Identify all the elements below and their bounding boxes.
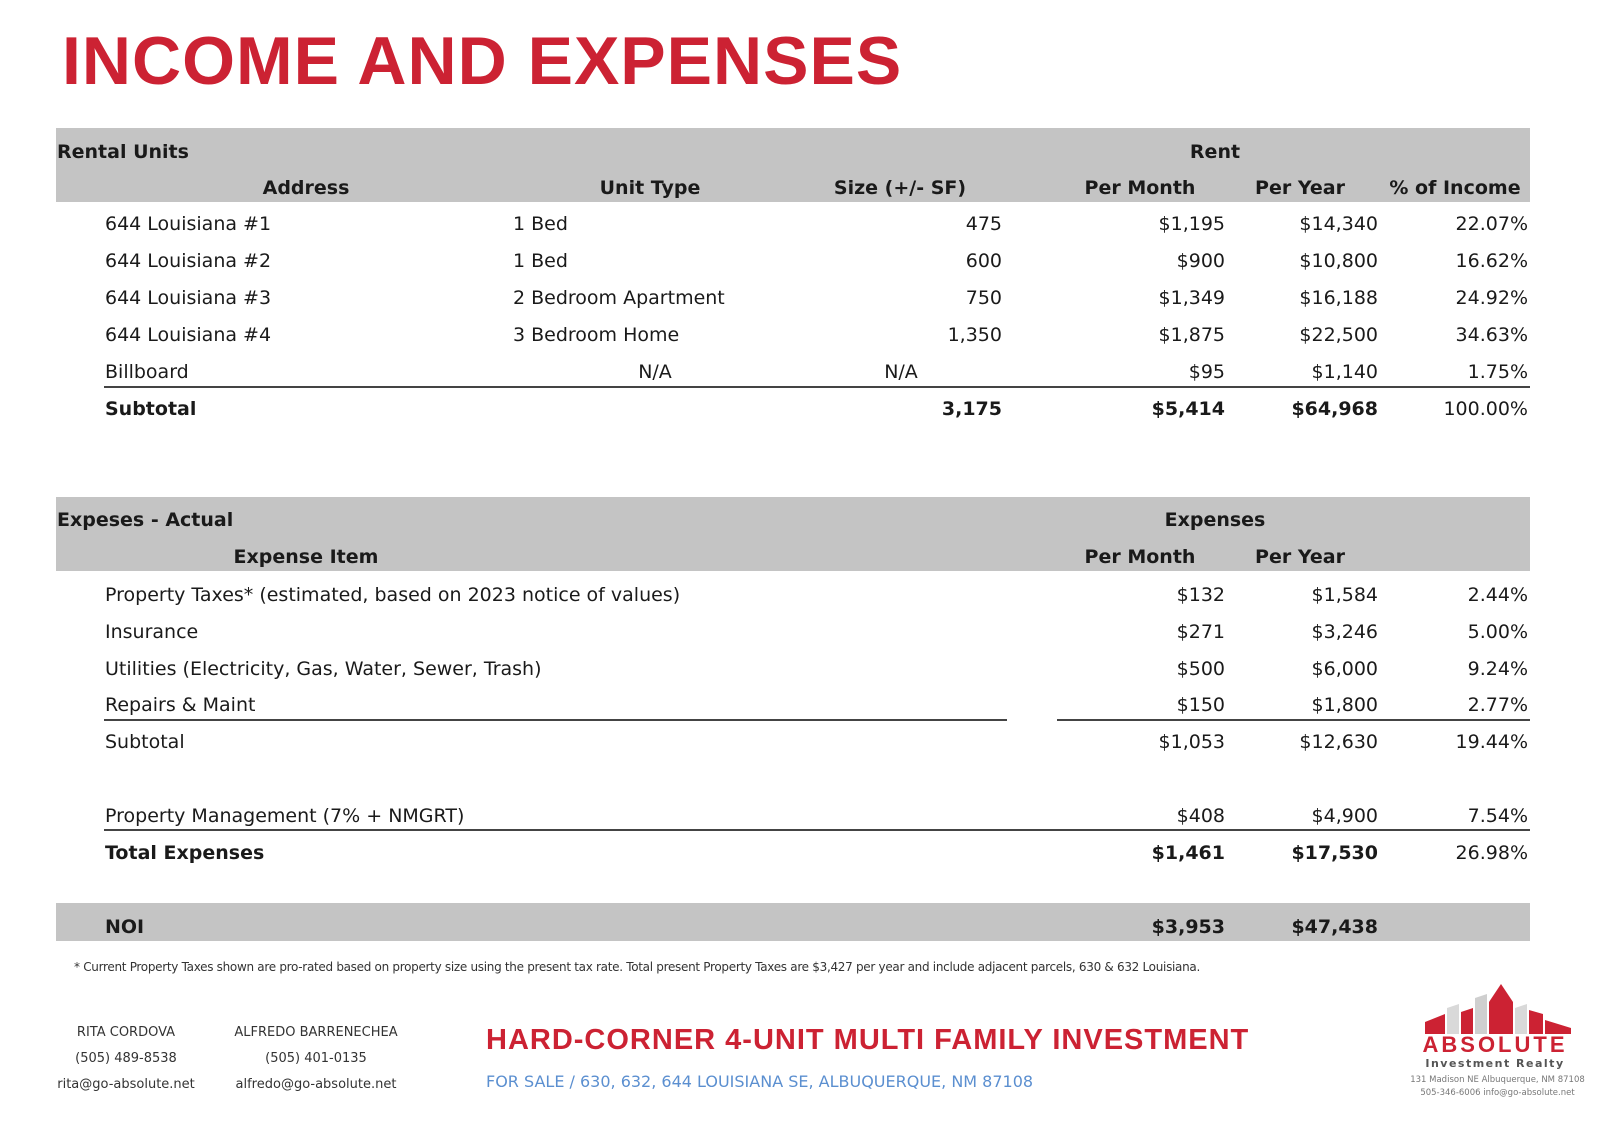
row-pct: 34.63% xyxy=(1455,324,1528,346)
expense-per-month: $132 xyxy=(1176,584,1225,606)
subtotal-per-year: $64,968 xyxy=(1291,398,1378,420)
agent-name: ALFREDO BARRENECHEA xyxy=(234,1025,398,1040)
agent-phone: (505) 489-8538 xyxy=(75,1051,177,1066)
management-per-month: $408 xyxy=(1176,805,1225,827)
row-per-month: $1,349 xyxy=(1158,287,1225,309)
logo-address: 131 Madison NE Albuquerque, NM 87108 xyxy=(1410,1075,1585,1085)
row-unit-type: 3 Bedroom Home xyxy=(513,324,680,346)
expense-subtotal-per-month: $1,053 xyxy=(1158,731,1225,753)
total-expenses-pct: 26.98% xyxy=(1455,842,1528,864)
row-per-month: $1,875 xyxy=(1158,324,1225,346)
logo-contact xyxy=(1395,1074,1600,1100)
expenses-section-label: Expeses - Actual xyxy=(57,509,234,531)
agent-email: alfredo@go-absolute.net xyxy=(235,1077,397,1092)
subtotal-per-month: $5,414 xyxy=(1151,398,1225,420)
row-address: 644 Louisiana #4 xyxy=(105,324,272,346)
row-address: 644 Louisiana #1 xyxy=(105,213,272,235)
logo-tagline: Investment Realty xyxy=(1425,1057,1565,1070)
row-size: 475 xyxy=(965,213,1002,235)
row-pct: 24.92% xyxy=(1455,287,1528,309)
logo-wordmark: ABSOLUTE xyxy=(1422,1032,1568,1057)
expense-pct: 5.00% xyxy=(1467,621,1528,643)
total-expenses-per-year: $17,530 xyxy=(1291,842,1378,864)
agent-phone: (505) 401-0135 xyxy=(265,1051,367,1066)
expense-per-year: $6,000 xyxy=(1311,658,1378,680)
expense-pct: 2.44% xyxy=(1467,584,1528,606)
expense-item: Insurance xyxy=(105,621,199,643)
tax-footnote: * Current Property Taxes shown are pro-rated based on property size using the present tax rate. Total present Property Taxes are $3,427 per year and include adjacent parcels, 630 & 632 Louisiana. xyxy=(74,960,1200,974)
expense-subtotal-pct: 19.44% xyxy=(1455,731,1528,753)
noi-per-month: $3,953 xyxy=(1151,916,1225,938)
agent-email: rita@go-absolute.net xyxy=(57,1077,195,1092)
col-per-year: Per Year xyxy=(1255,177,1345,199)
row-pct: 1.75% xyxy=(1467,361,1528,383)
total-expenses-label: Total Expenses xyxy=(105,842,265,864)
management-pct: 7.54% xyxy=(1467,805,1528,827)
page-title: INCOME AND EXPENSES xyxy=(62,23,903,99)
col-per-month: Per Month xyxy=(1084,177,1196,199)
subtotal-size: 3,175 xyxy=(941,398,1002,420)
subtotal-label: Subtotal xyxy=(105,398,197,420)
listing-headline: HARD-CORNER 4-UNIT MULTI FAMILY INVESTMENT xyxy=(486,1024,1250,1056)
total-expenses-rule xyxy=(104,829,1530,831)
subtotal-pct: 100.00% xyxy=(1443,398,1528,420)
expense-per-year: $3,246 xyxy=(1311,621,1378,643)
expenses-group-label: Expenses xyxy=(1164,509,1266,531)
noi-per-year: $47,438 xyxy=(1291,916,1378,938)
row-per-year: $1,140 xyxy=(1311,361,1378,383)
expense-per-year: $1,584 xyxy=(1311,584,1378,606)
row-address: Billboard xyxy=(105,361,189,383)
building-logo-icon xyxy=(1425,984,1571,1034)
row-per-month: $95 xyxy=(1188,361,1225,383)
row-address: 644 Louisiana #2 xyxy=(105,250,272,272)
row-pct: 22.07% xyxy=(1455,213,1528,235)
rental-section-label: Rental Units xyxy=(57,141,189,163)
row-size: 1,350 xyxy=(947,324,1002,346)
row-unit-type: 1 Bed xyxy=(513,213,568,235)
rental-subtotal-rule xyxy=(104,386,1530,388)
row-size: 600 xyxy=(965,250,1002,272)
management-per-year: $4,900 xyxy=(1311,805,1378,827)
row-per-year: $14,340 xyxy=(1299,213,1378,235)
row-unit-type: 1 Bed xyxy=(513,250,568,272)
expense-per-month: $500 xyxy=(1176,658,1225,680)
row-per-year: $16,188 xyxy=(1299,287,1378,309)
expense-subtotal-per-year: $12,630 xyxy=(1299,731,1378,753)
expense-subtotal-rule-right xyxy=(1057,719,1530,721)
col-exp-per-month: Per Month xyxy=(1084,546,1196,568)
expense-item: Repairs & Maint xyxy=(105,694,256,716)
expense-item: Property Taxes* (estimated, based on 2023 notice of values) xyxy=(105,584,681,606)
col-exp-per-year: Per Year xyxy=(1255,546,1345,568)
row-size: 750 xyxy=(965,287,1002,309)
col-pct-income: % of Income xyxy=(1389,177,1521,199)
row-unit-type: 2 Bedroom Apartment xyxy=(513,287,725,309)
expense-per-month: $271 xyxy=(1176,621,1225,643)
expense-subtotal-label: Subtotal xyxy=(105,731,185,753)
row-size: N/A xyxy=(884,361,918,383)
row-unit-type: N/A xyxy=(638,361,672,383)
logo-phone-email: 505-346-6006 info@go-absolute.net xyxy=(1420,1088,1575,1098)
expense-per-month: $150 xyxy=(1176,694,1225,716)
col-address: Address xyxy=(262,177,350,199)
expense-item: Utilities (Electricity, Gas, Water, Sewer, Trash) xyxy=(105,658,542,680)
col-expense-item: Expense Item xyxy=(233,546,379,568)
agent-card xyxy=(216,1020,416,1098)
row-per-month: $900 xyxy=(1176,250,1225,272)
row-pct: 16.62% xyxy=(1455,250,1528,272)
expense-per-year: $1,800 xyxy=(1311,694,1378,716)
expense-pct: 9.24% xyxy=(1467,658,1528,680)
rent-group-label: Rent xyxy=(1189,141,1241,163)
row-address: 644 Louisiana #3 xyxy=(105,287,272,309)
agent-card xyxy=(26,1020,226,1098)
management-item: Property Management (7% + NMGRT) xyxy=(105,805,465,827)
total-expenses-per-month: $1,461 xyxy=(1151,842,1225,864)
col-size: Size (+/- SF) xyxy=(833,177,967,199)
row-per-year: $22,500 xyxy=(1299,324,1378,346)
agent-name: RITA CORDOVA xyxy=(76,1025,176,1040)
row-per-month: $1,195 xyxy=(1158,213,1225,235)
expense-pct: 2.77% xyxy=(1467,694,1528,716)
expense-subtotal-rule-left xyxy=(104,719,1007,721)
listing-subline: FOR SALE / 630, 632, 644 LOUISIANA SE, ALBUQUERQUE, NM 87108 xyxy=(486,1072,1034,1091)
col-unit-type: Unit Type xyxy=(599,177,701,199)
row-per-year: $10,800 xyxy=(1299,250,1378,272)
noi-label: NOI xyxy=(105,916,145,938)
